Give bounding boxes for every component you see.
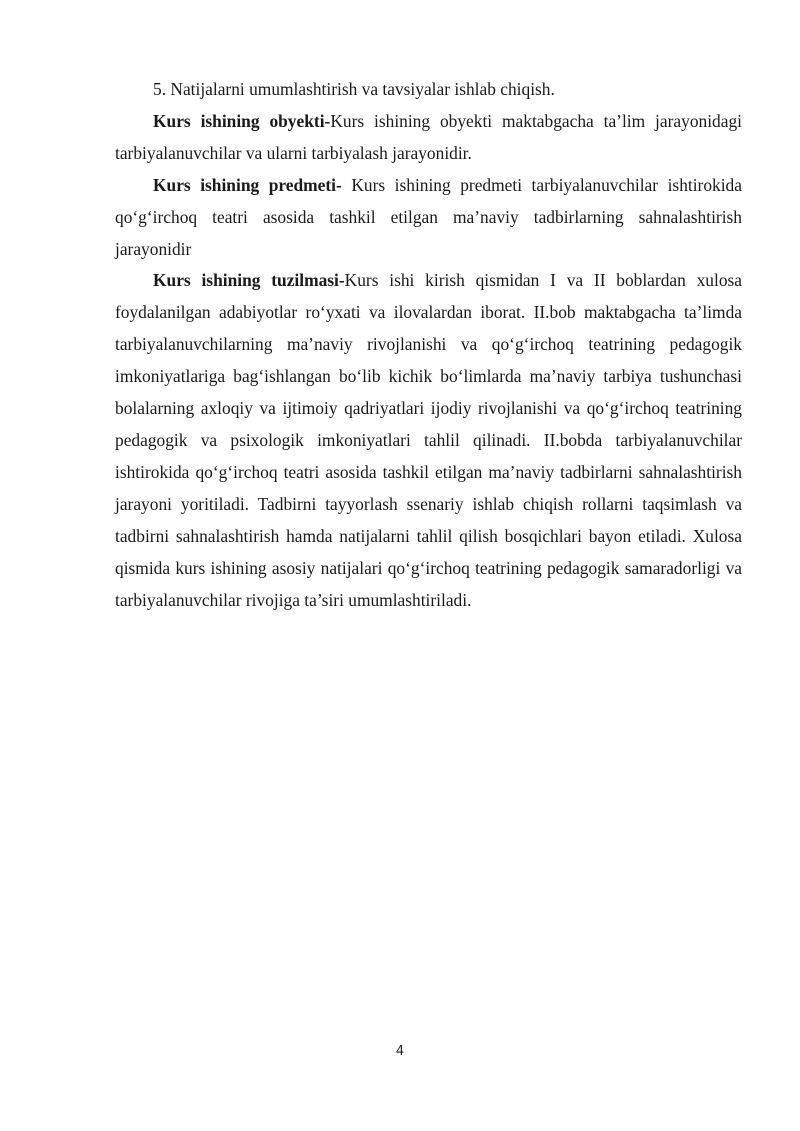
item-5-text: 5. Natijalarni umumlashtirish va tavsiyalar ishlab chiqish. [153, 79, 555, 99]
item-5-paragraph [115, 74, 742, 106]
subject-text: Kurs ishining predmeti tarbiyalanuvchilar ishtirokida qo‘g‘irchoq teatri asosida tashkil etilgan ma’naviy tadbirlarning sahnalashtirish jarayonidir [115, 174, 742, 259]
document-body [115, 74, 742, 616]
structure-paragraph [115, 265, 742, 616]
object-label: Kurs ishining obyekti- [153, 110, 331, 131]
structure-text: Kurs ishi kirish qismidan I va II boblardan xulosa foydalanilgan adabiyotlar ro‘yxati va ilovalardan iborat. II.bob maktabgacha ta’limda tarbiyalanuvchilarning ma’naviy rivojlanishi va qo‘g‘irchoq teatrining pedagogik imkoniyatlariga bag‘ishlangan bo‘lib kichik bo‘limlarda ma’naviy tarbiya tushunchasi bolalarning axloqiy va ijtimoiy qadriyatlari ijodiy rivojlanishi va qo‘g‘irchoq teatrining pedagogik va psixologik imkoniyatlari tahlil qilinadi. II.bobda tarbiyalanuvchilar ishtirokida qo‘g‘irchoq teatri asosida tashkil etilgan ma’naviy tadbirlarni sahnalashtirish jarayoni yoritiladi. Tadbirni tayyorlash ssenariy ishlab chiqish rollarni taqsimlash va tadbirni sahnalashtirish hamda natijalarni tahlil qilish bosqichlari bayon etiladi. Xulosa qismida kurs ishining asosiy natijalari qo‘g‘irchoq teatrining pedagogik samaradorligi va tarbiyalanuvchilar rivojiga ta’siri umumlashtiriladi. [115, 270, 742, 610]
object-text: Kurs ishining obyekti maktabgacha ta’lim jarayonidagi tarbiyalanuvchilar va ularni tarbiyalash jarayonidir. [115, 110, 742, 163]
page-number: 4 [395, 1044, 405, 1059]
subject-label: Kurs ishining predmeti- [153, 174, 342, 195]
structure-label: Kurs ishining tuzilmasi- [153, 270, 345, 291]
subject-paragraph [115, 170, 742, 266]
object-paragraph [115, 106, 742, 170]
